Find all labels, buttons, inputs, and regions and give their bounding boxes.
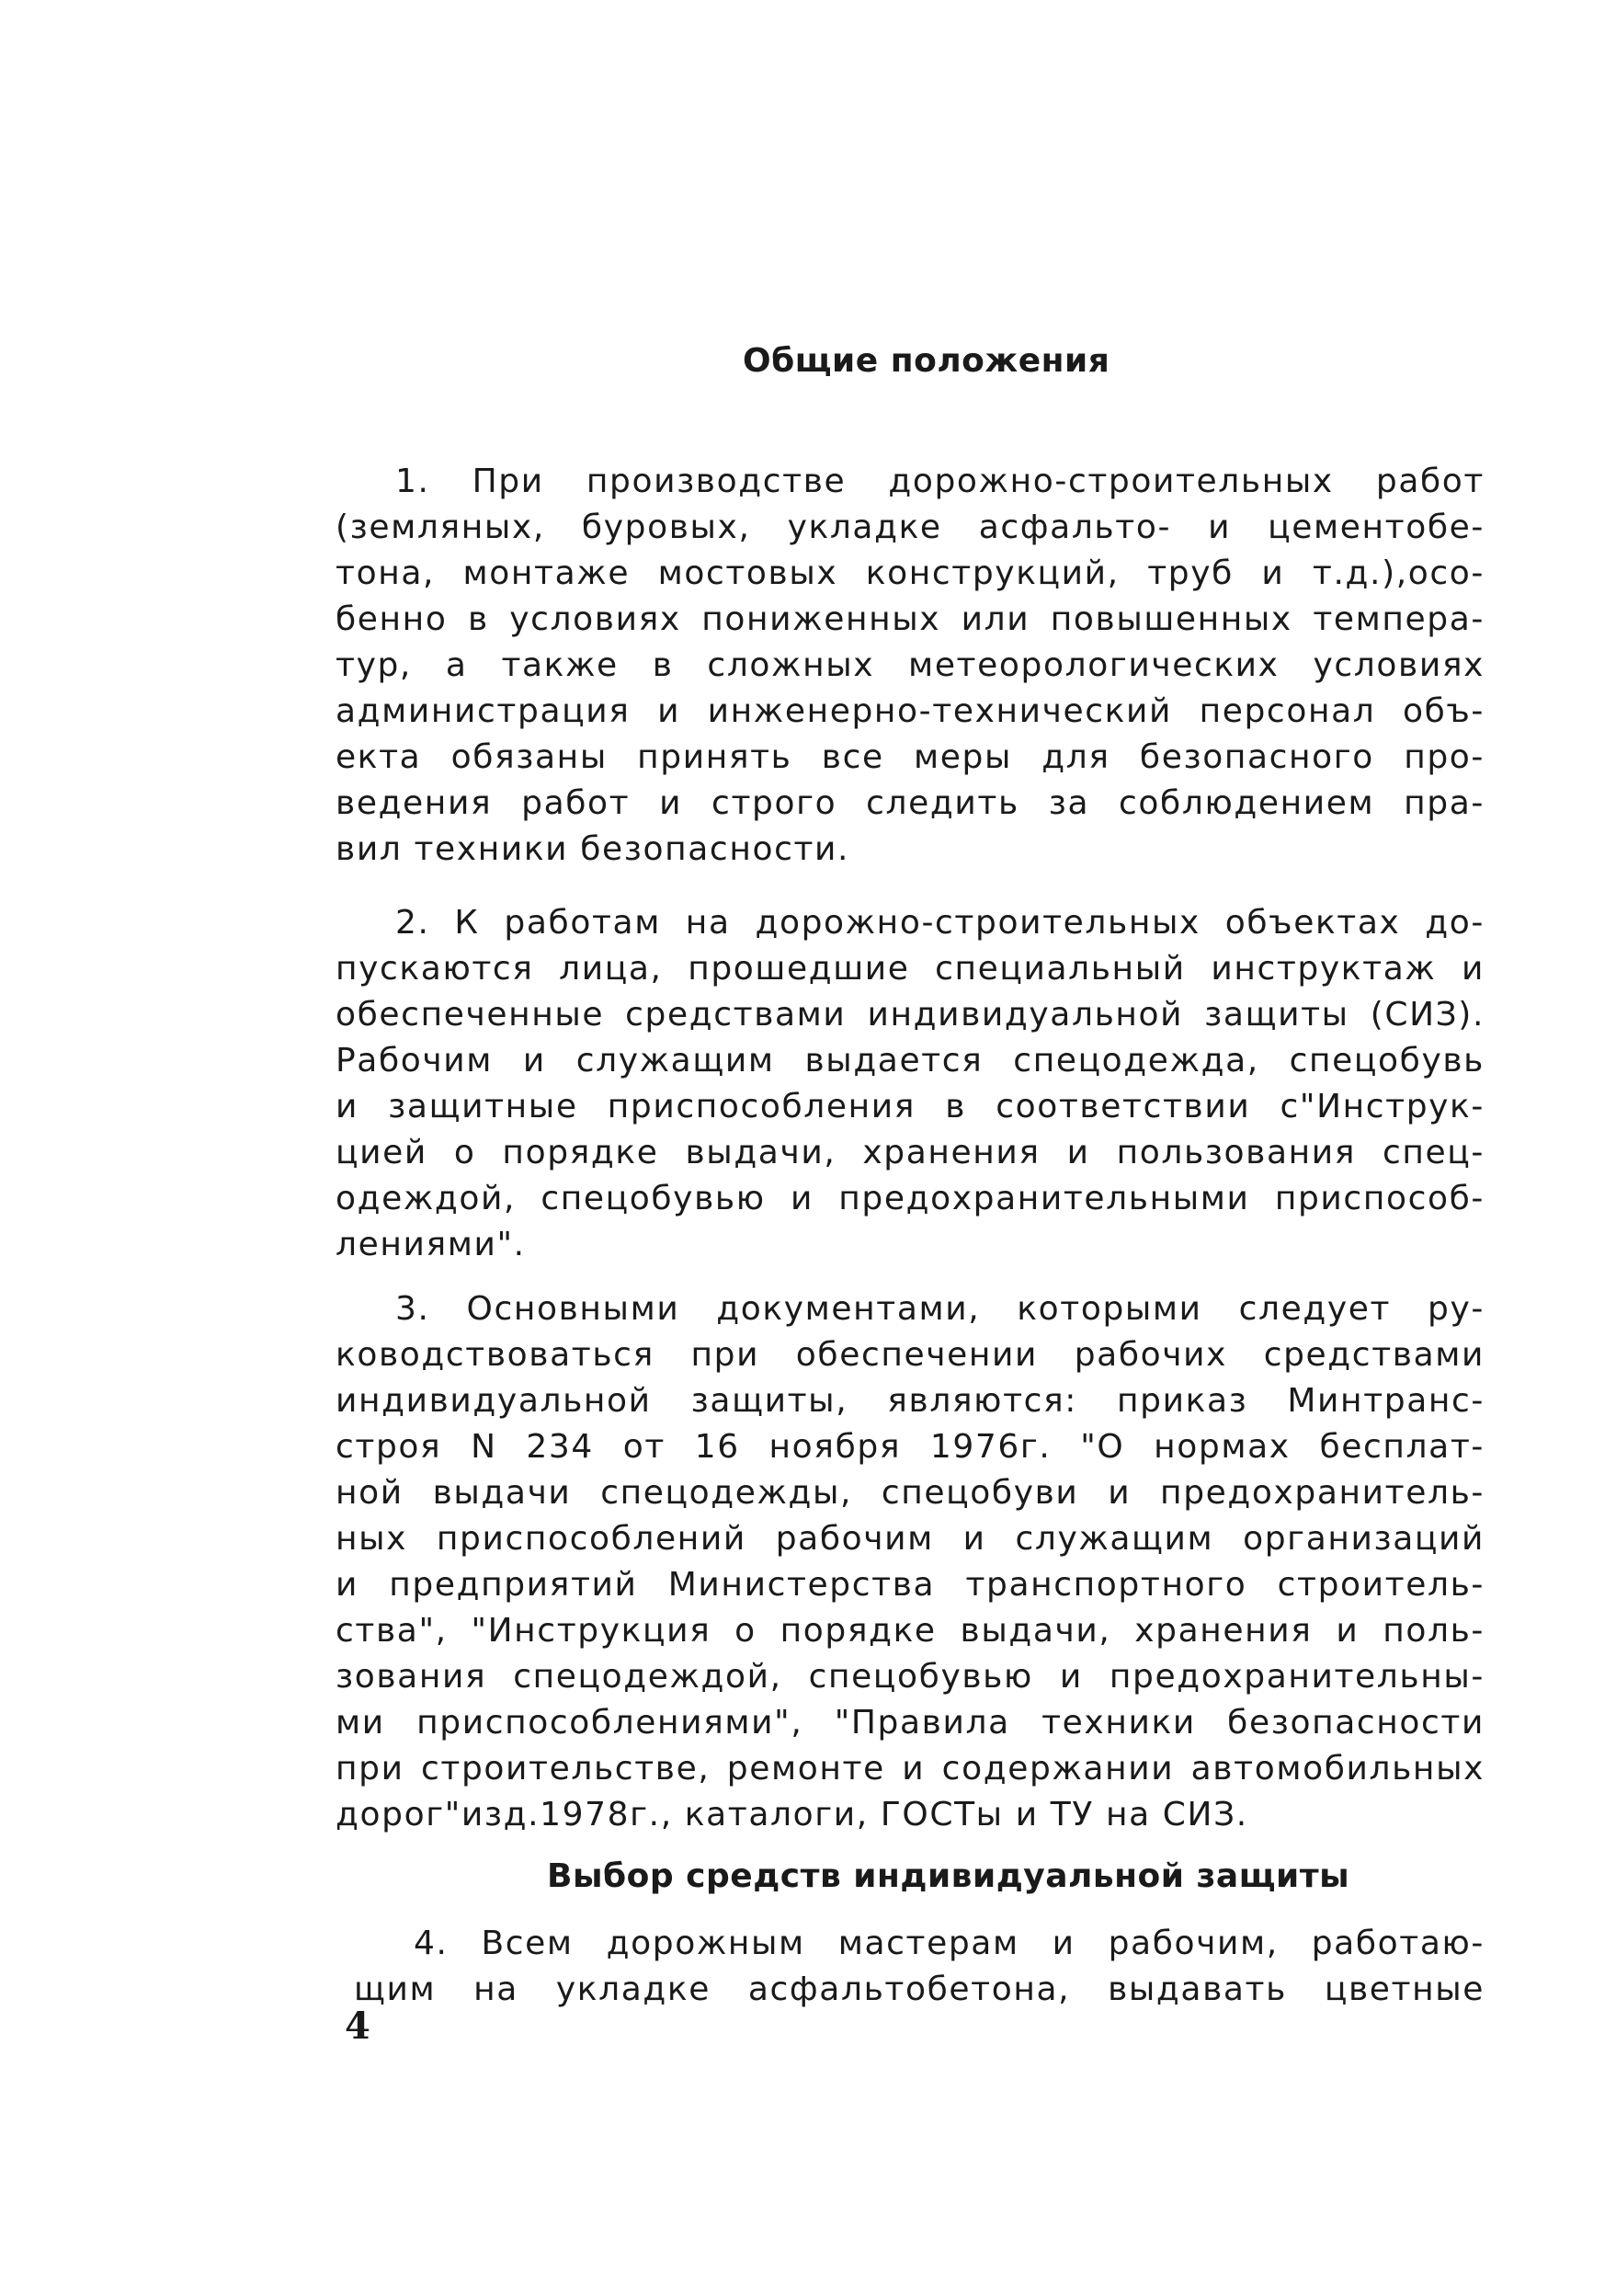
- paragraph-line: одеждой, спецобувью и предохранительными приспособ-: [336, 1180, 1485, 1217]
- paragraph-line: бенно в условиях пониженных или повышенных темпера-: [336, 600, 1485, 638]
- section-heading-general: Общие положения: [743, 342, 1110, 380]
- paragraph-line: ми приспособлениями", "Правила техники безопасности: [336, 1704, 1485, 1742]
- paragraph-line: зования спецодеждой, спецобувью и предохранительны-: [336, 1658, 1485, 1696]
- paragraph-line: ства", "Инструкция о порядке выдачи, хранения и поль-: [336, 1612, 1485, 1650]
- paragraph-line: администрация и инженерно-технический персонал объ-: [336, 692, 1485, 730]
- paragraph-line: обеспеченные средствами индивидуальной защиты (СИЗ).: [336, 996, 1485, 1034]
- paragraph-line: ведения работ и строго следить за соблюдением пра-: [336, 784, 1485, 822]
- paragraph-line: и защитные приспособления в соответствии с"Инструк-: [336, 1088, 1485, 1125]
- paragraph-line: ной выдачи спецодежды, спецобуви и предохранитель-: [336, 1474, 1485, 1512]
- paragraph-line: ководствоваться при обеспечении рабочих средствами: [336, 1336, 1485, 1374]
- paragraph-line: (земляных, буровых, укладке асфальто- и цементобе-: [336, 508, 1485, 546]
- paragraph-line: 3. Основными документами, которыми следует ру-: [395, 1290, 1485, 1328]
- paragraph-line: 2. К работам на дорожно-строительных объектах до-: [395, 904, 1485, 942]
- paragraph-line: лениями".: [336, 1226, 526, 1263]
- paragraph-line: тона, монтаже мостовых конструкций, труб и т.д.),осо-: [336, 554, 1485, 592]
- paragraph-line: строя N 234 от 16 ноября 1976г. "О нормах бесплат-: [336, 1428, 1485, 1466]
- paragraph-line: цией о порядке выдачи, хранения и пользования спец-: [336, 1134, 1485, 1171]
- paragraph-line: ных приспособлений рабочим и служащим организаций: [336, 1520, 1485, 1558]
- section-heading-ppe-selection: Выбор средств индивидуальной защиты: [547, 1857, 1350, 1895]
- paragraph-line: тур, а также в сложных метеорологических условиях: [336, 646, 1485, 684]
- paragraph-line: 1. При производстве дорожно-строительных работ: [395, 463, 1485, 500]
- paragraph-line: 4. Всем дорожным мастерам и рабочим, работаю-: [414, 1925, 1485, 1962]
- paragraph-line: вил техники безопасности.: [336, 830, 850, 868]
- paragraph-line: и предприятий Министерства транспортного строитель-: [336, 1566, 1485, 1604]
- paragraph-line: Рабочим и служащим выдается спецодежда, спецобувь: [336, 1042, 1485, 1079]
- paragraph-line: екта обязаны принять все меры для безопасного про-: [336, 738, 1485, 776]
- page-number: 4: [345, 2005, 370, 2048]
- paragraph-line: щим на укладке асфальтобетона, выдавать цветные: [354, 1970, 1485, 2008]
- paragraph-line: пускаются лица, прошедшие специальный инструктаж и: [336, 950, 1485, 988]
- paragraph-line: при строительстве, ремонте и содержании автомобильных: [336, 1750, 1485, 1788]
- paragraph-line: индивидуальной защиты, являются: приказ Минтранс-: [336, 1382, 1485, 1420]
- paragraph-line: дорог"изд.1978г., каталоги, ГОСТы и ТУ на СИЗ.: [336, 1796, 1248, 1833]
